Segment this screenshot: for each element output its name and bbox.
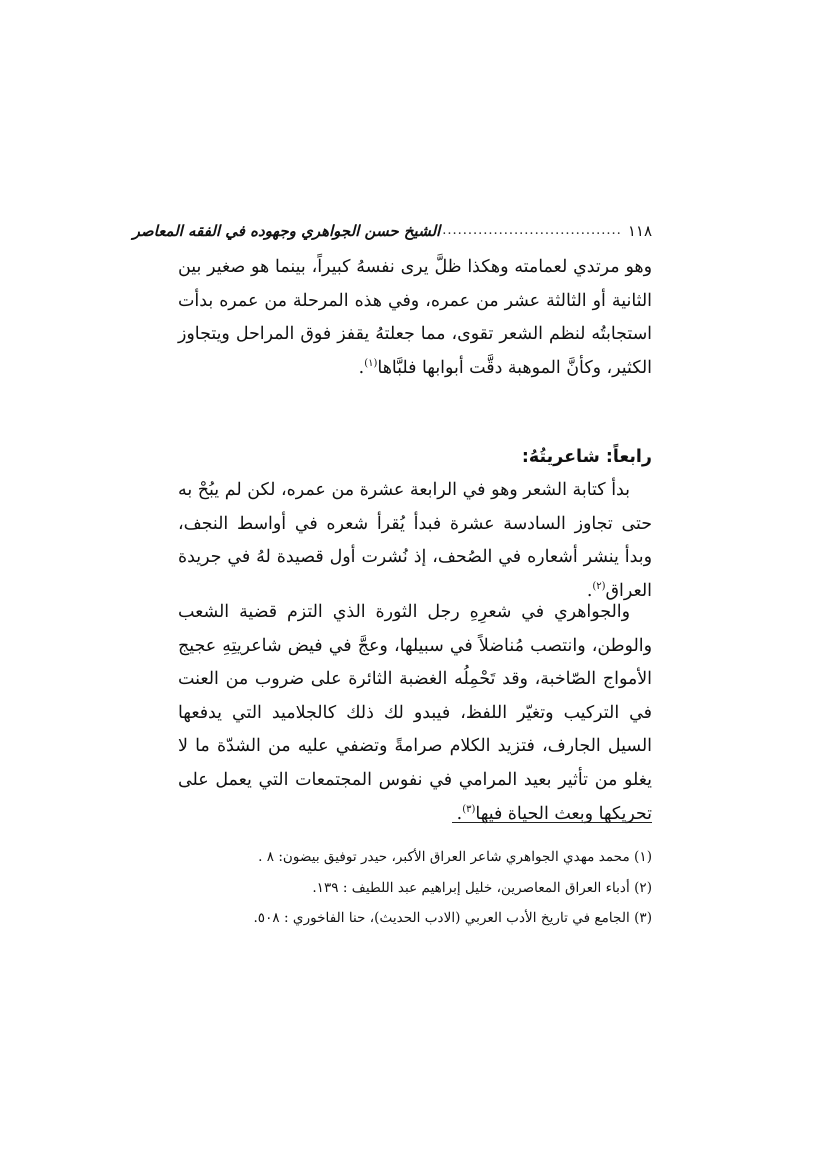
footnotes-list: [178, 842, 652, 934]
paragraph-2-text: بدأ كتابة الشعر وهو في الرابعة عشرة من عمره، لكن لم يبُحْ به حتى تجاوز السادسة عشرة فبدأ يُقرأ شعره في أواسط النجف، وبدأ ينشر أشعاره في الصُحف، إذ نُشرت أول قصيدة لهُ في جريدة العراق: [178, 480, 652, 601]
paragraph-3-text: والجواهري في شعرِهِ رجل الثورة الذي التزم قضية الشعب والوطن، وانتصب مُناضلاً في سبيلها، وعجَّ في فيض شاعريتِهِ عجيج الأمواج الصّاخبة، وقد تَحْمِلُه الغضبة الثائرة على ضروب من العنت في التركيب وتغيّر اللفظ، فيبدو لك ذلك كالجلاميد التي يدفعها السيل الجارف، فتزيد الكلام صرامةً وتضفي عليه من الشدّة ما لا يغلو من تأثير بعيد المرامي في نفوس المجتمعات التي يعمل على تحريكها وبعث الحياة فيها: [178, 602, 652, 824]
footnote-1: (١) محمد مهدي الجواهري شاعر العراق الأكبر، حيدر توفيق بيضون: ٨ .: [258, 849, 652, 865]
paragraph-2-end: .: [586, 580, 593, 601]
footnote-ref-2: (٢): [592, 580, 606, 592]
paragraph-1-end: .: [358, 357, 365, 378]
section-heading: رابعاً: شاعريتُهُ:: [521, 447, 652, 467]
paragraph-1-text: وهو مرتدي لعمامته وهكذا ظلَّ يرى نفسهُ كبيراً، بينما هو صغير بين الثانية أو الثالثة عشر من عمره، وفي هذه المرحلة من عمره بدأت استجابتُه لنظم الشعر تقوى، مما جعلتهُ يقفز فوق المراحل ويتجاوز الكثير، وكأنَّ الموهبة دقَّت أبوابها فلبَّاها: [178, 257, 652, 378]
header-leader-dots: ...................................: [442, 223, 622, 238]
paragraph-3: [178, 596, 652, 831]
page-number: ١١٨: [627, 222, 652, 240]
footnote-separator: [452, 822, 652, 823]
running-header: [132, 218, 652, 244]
paragraph-1: [178, 251, 652, 385]
footnote-2: (٢) أدباء العراق المعاصرين، خليل إبراهيم عبد اللطيف : ١٣٩.: [312, 879, 652, 896]
footnote-ref-3: (٣): [462, 803, 476, 815]
running-title: الشيخ حسن الجواهري وجهوده في الفقه المعاصر: [132, 222, 441, 240]
footnote-3: (٣) الجامع في تاريخ الأدب العربي (الادب الحديث)، حنا الفاخوري : ٥٠٨.: [253, 910, 652, 926]
paragraph-2: [178, 474, 652, 608]
paragraph-3-end: .: [456, 803, 463, 824]
footnote-ref-1: (١): [364, 357, 378, 369]
